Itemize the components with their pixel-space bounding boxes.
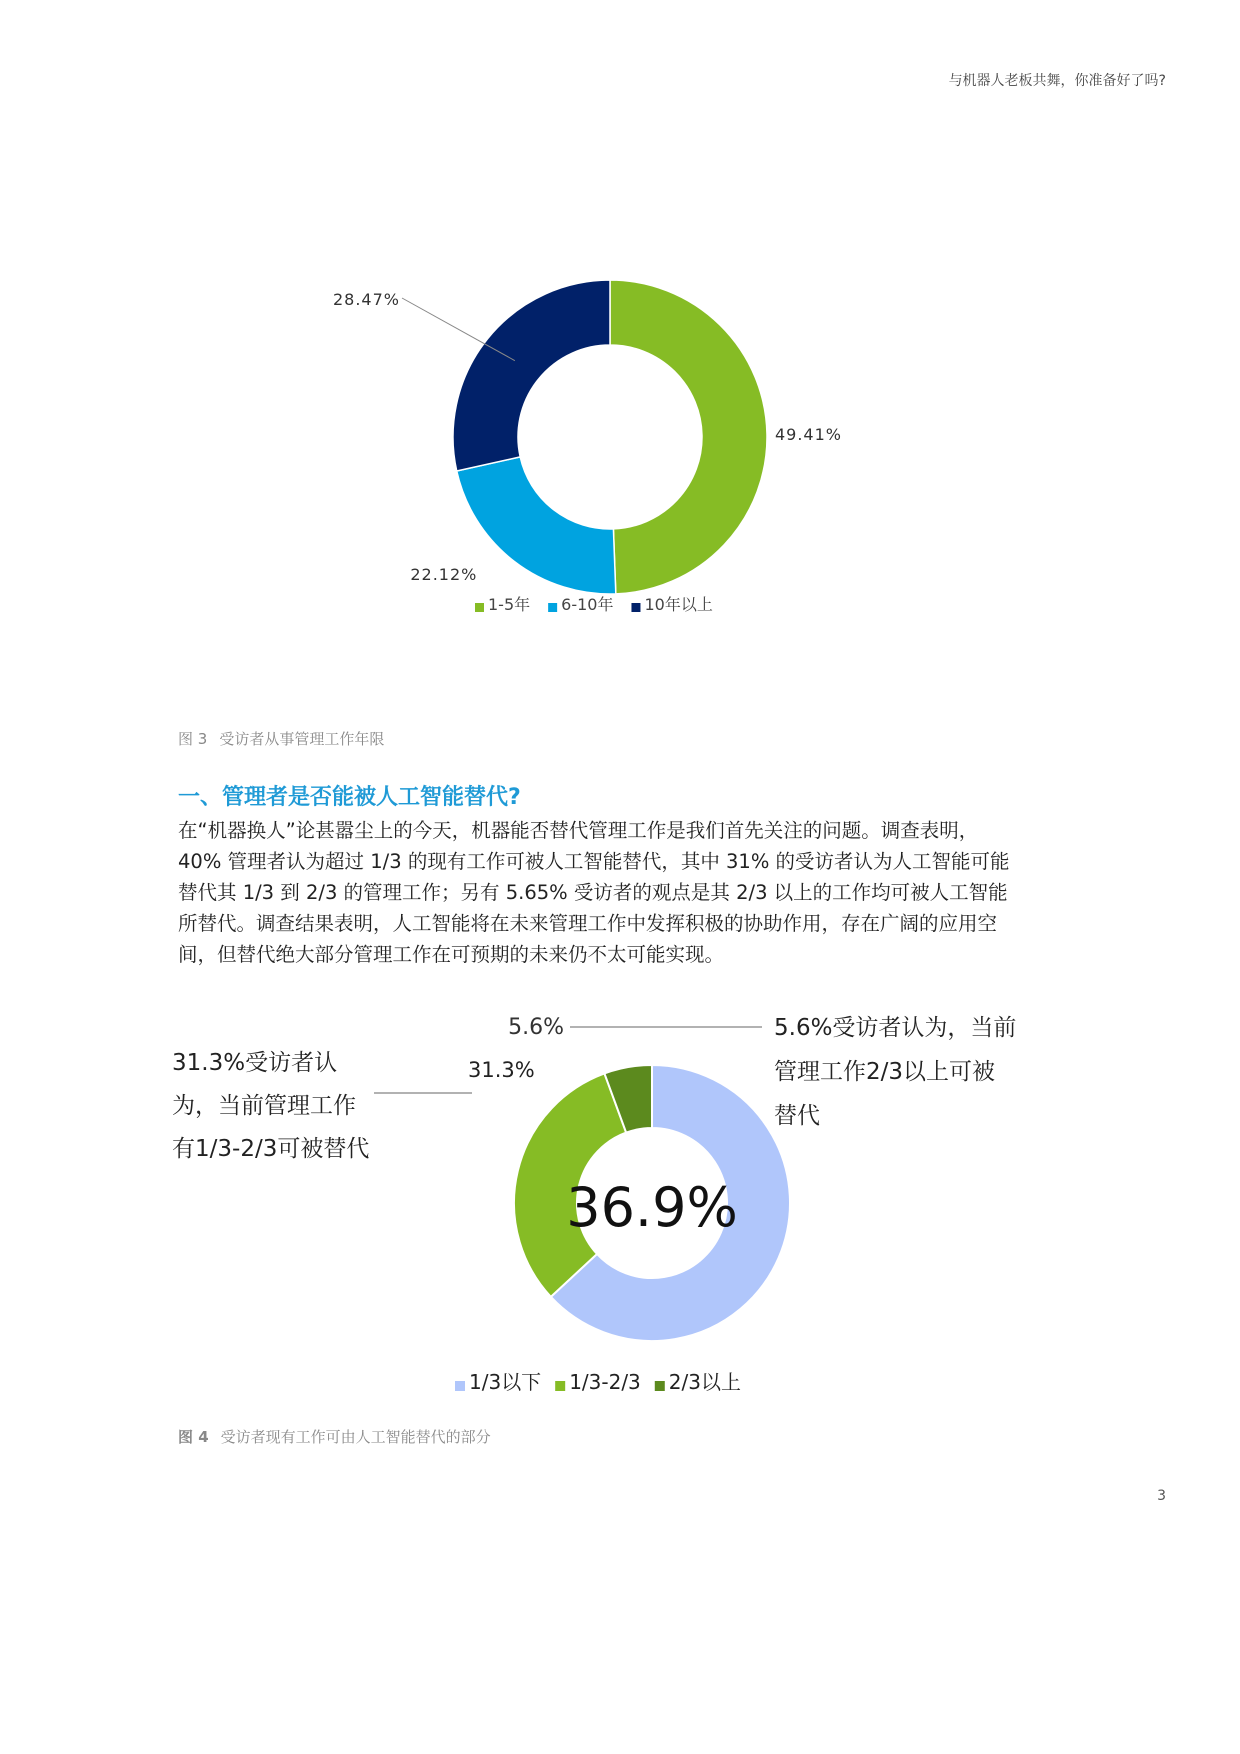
section-heading: 一、管理者是否能被人工智能替代? — [178, 785, 521, 810]
annotation-line: 替代 — [774, 1103, 820, 1129]
legend-label: 10年以上 — [644, 595, 713, 614]
figure-3-caption — [178, 728, 384, 749]
figure-3-caption-text: 受访者从事管理工作年限 — [219, 730, 385, 748]
legend-label: 1-5年 — [488, 595, 531, 614]
figure-4-number: 图 4 — [178, 1428, 209, 1446]
replaceable-work-donut-chart — [150, 1000, 1140, 1410]
body-line: 替代其 1/3 到 2/3 的管理工作；另有 5.65% 受访者的观点是其 2/3 以上的工作均可被人工智能 — [178, 881, 1008, 904]
legend-marker — [548, 603, 557, 612]
body-line: 40% 管理者认为超过 1/3 的现有工作可被人工智能替代，其中 31% 的受访者认为人工智能可能 — [178, 850, 1010, 873]
years-in-management-donut-chart — [332, 240, 900, 680]
page-number: 3 — [1157, 1488, 1166, 1504]
center-value: 36.9% — [566, 1176, 738, 1239]
figure-3-number: 图 3 — [178, 730, 208, 748]
annotation-line: 31.3%受访者认 — [172, 1050, 338, 1076]
donut-slice — [453, 280, 610, 471]
annotation-line: 为，当前管理工作 — [172, 1093, 356, 1119]
legend-marker — [631, 603, 640, 612]
data-label: 28.47% — [332, 290, 400, 309]
figure-4-caption-text: 受访者现有工作可由人工智能替代的部分 — [220, 1428, 491, 1446]
legend-label: 2/3以上 — [668, 1370, 741, 1394]
annotation-line: 有1/3-2/3可被替代 — [172, 1136, 370, 1162]
data-label: 22.12% — [410, 564, 478, 584]
legend-label: 1/3-2/3 — [569, 1370, 641, 1394]
legend-marker — [555, 1381, 565, 1391]
legend-label: 6-10年 — [561, 595, 614, 614]
legend-label: 1/3以下 — [469, 1370, 542, 1394]
annotation-line: 管理工作2/3以上可被 — [774, 1059, 996, 1085]
legend-marker — [655, 1381, 665, 1391]
body-line: 所替代。调查结果表明，人工智能将在未来管理工作中发挥积极的协助作用，存在广阔的应用空 — [178, 912, 998, 935]
running-header: 与机器人老板共舞，你准备好了吗? — [948, 73, 1166, 89]
donut-slice — [457, 457, 616, 594]
legend-marker — [475, 603, 484, 612]
section-body — [178, 815, 1148, 970]
data-label: 49.41% — [774, 424, 842, 444]
annotation-line: 5.6%受访者认为，当前 — [774, 1015, 1017, 1041]
figure-4-caption — [178, 1426, 491, 1447]
donut-slice — [610, 280, 767, 594]
legend-marker — [455, 1381, 465, 1391]
data-label: 31.3% — [468, 1058, 535, 1082]
body-line: 在“机器换人”论甚嚣尘上的今天，机器能否替代管理工作是我们首先关注的问题。调查表明， — [178, 819, 979, 842]
body-line: 间，但替代绝大部分管理工作在可预期的未来仍不太可能实现。 — [178, 943, 725, 966]
data-label: 5.6% — [508, 1015, 564, 1040]
